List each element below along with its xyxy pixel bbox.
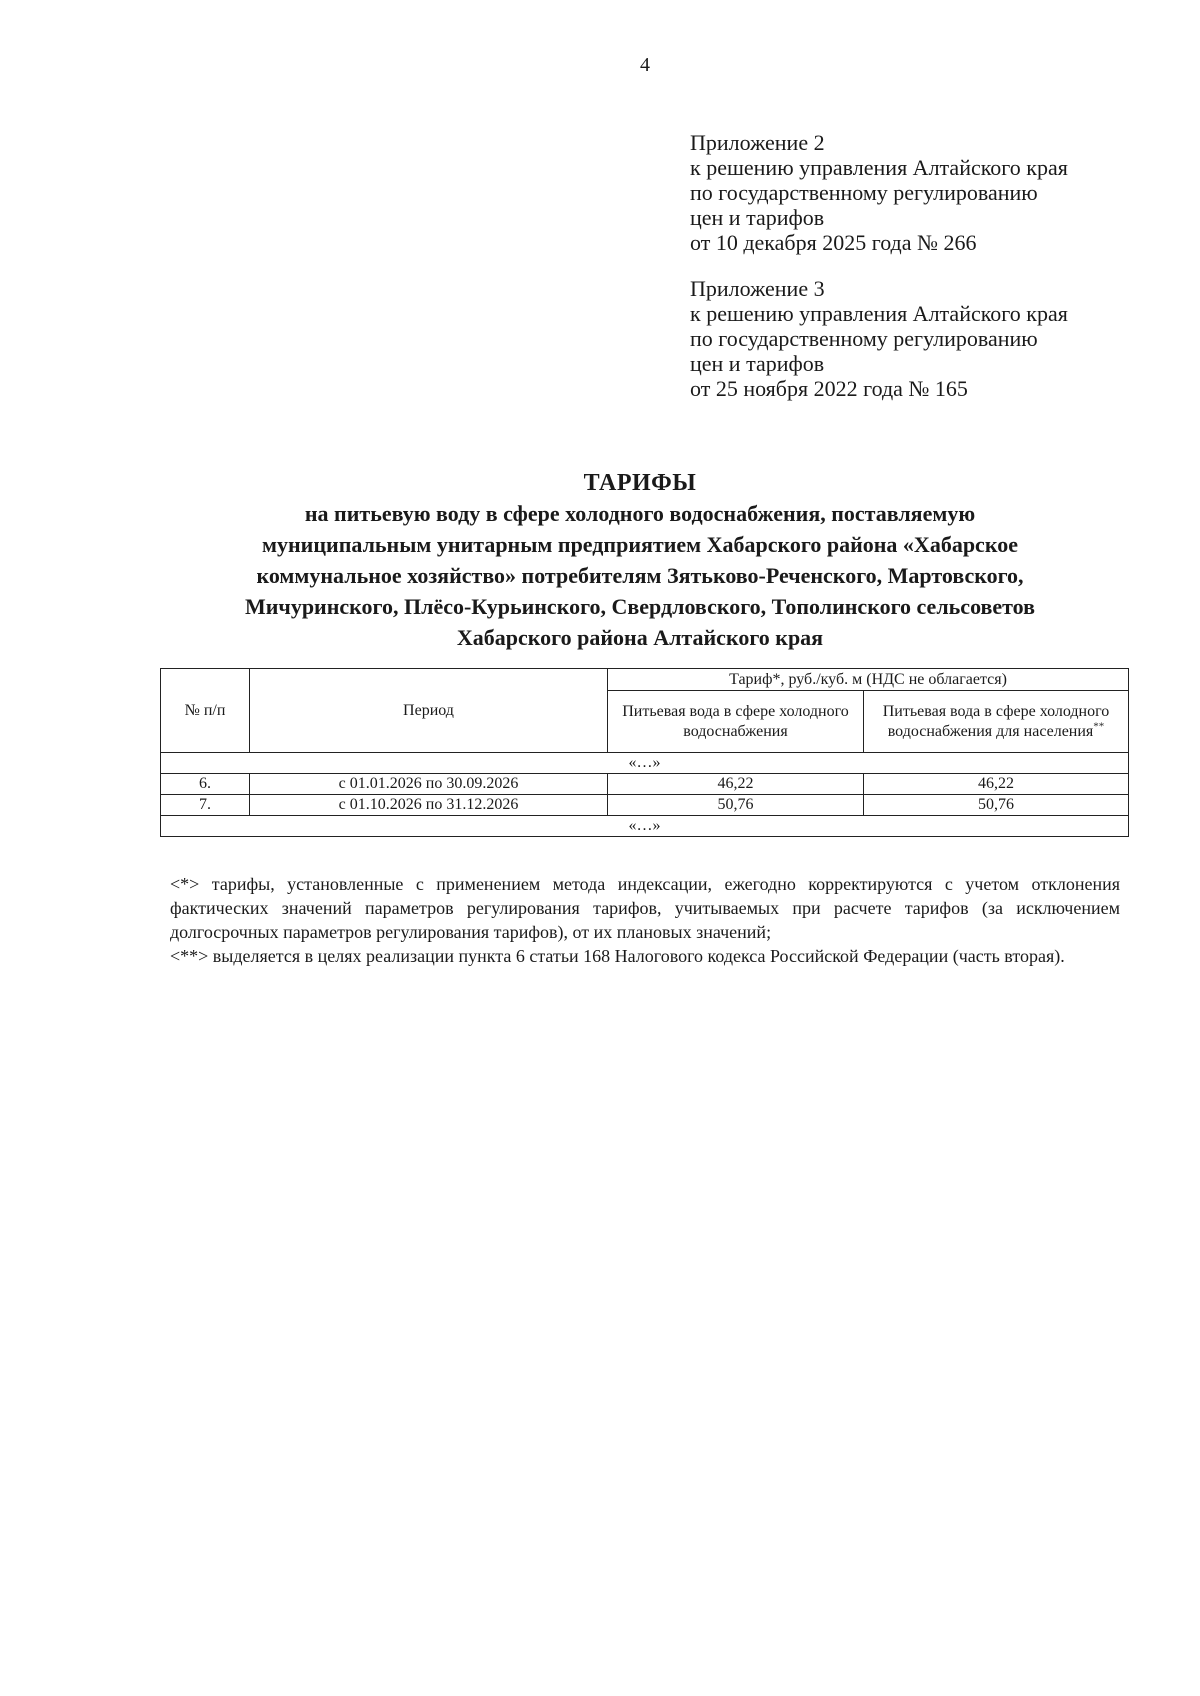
table-row [161,795,1129,816]
row-tariff-2: 50,76 [864,795,1129,816]
appendix-3-header [690,276,1170,401]
appendix-3-line: от 25 ноября 2022 года № 165 [690,376,968,401]
footnote-2: <**> выделяется в целях реализации пункта 6 статьи 168 Налогового кодекса Российской Федерации (часть вторая). [170,946,1065,966]
appendix-3-line: по государственному регулированию [690,326,1038,351]
row-period: с 01.01.2026 по 30.09.2026 [250,774,608,795]
row-tariff-1: 46,22 [608,774,864,795]
header-tariff-population [864,691,1129,753]
footnotes [170,872,1120,968]
appendix-2-line: к решению управления Алтайского края [690,155,1068,180]
header-period: Период [250,669,608,753]
title-line: муниципальным унитарным предприятием Хабарского района «Хабарское [262,532,1018,557]
table-row [161,774,1129,795]
title-line: на питьевую воду в сфере холодного водоснабжения, поставляемую [304,501,976,526]
appendix-3-line: цен и тарифов [690,351,825,376]
appendix-2-line: от 10 декабря 2025 года № 266 [690,230,977,255]
tariff-table [160,668,1129,837]
appendix-3-line: к решению управления Алтайского края [690,301,1068,326]
appendix-2-header [690,130,1170,255]
title-main: ТАРИФЫ [583,470,697,496]
row-num: 6. [161,774,250,795]
title-line: Мичуринского, Плёсо-Курьинского, Свердловского, Тополинского сельсоветов [244,594,1036,619]
appendix-2-line: Приложение 2 [690,130,825,155]
header-tariff: Тариф*, руб./куб. м (НДС не облагается) [608,669,1129,691]
header-num: № п/п [161,669,250,753]
row-tariff-2: 46,22 [864,774,1129,795]
row-period: с 01.10.2026 по 31.12.2026 [250,795,608,816]
appendix-3-line: Приложение 3 [690,276,825,301]
header-tariff-drinking-water: Питьевая вода в сфере холодного водоснабжения [608,691,864,753]
footnote-mark: ** [1093,720,1105,733]
page-number: 4 [640,54,650,76]
table-ellipsis-bottom: «…» [161,816,1129,837]
header-tariff-population-text: Питьевая вода в сфере холодного водоснабжения для населения [882,702,1110,740]
appendix-2-line: по государственному регулированию [690,180,1038,205]
appendix-2-line: цен и тарифов [690,205,825,230]
row-num: 7. [161,795,250,816]
title-line: Хабарского района Алтайского края [456,625,824,650]
footnote-1: <*> тарифы, установленные с применением метода индексации, ежегодно корректируются с учетом отклонения фактических значений параметров регулирования тарифов, учитываемых при расчете тарифов (за исключением долгосрочных параметров регулирования тарифов), от их плановых значений; [170,874,1120,942]
title-line: коммунальное хозяйство» потребителям Зятьково-Реченского, Мартовского, [256,563,1024,588]
row-tariff-1: 50,76 [608,795,864,816]
document-title [150,468,1130,653]
table-ellipsis-top: «…» [161,753,1129,774]
